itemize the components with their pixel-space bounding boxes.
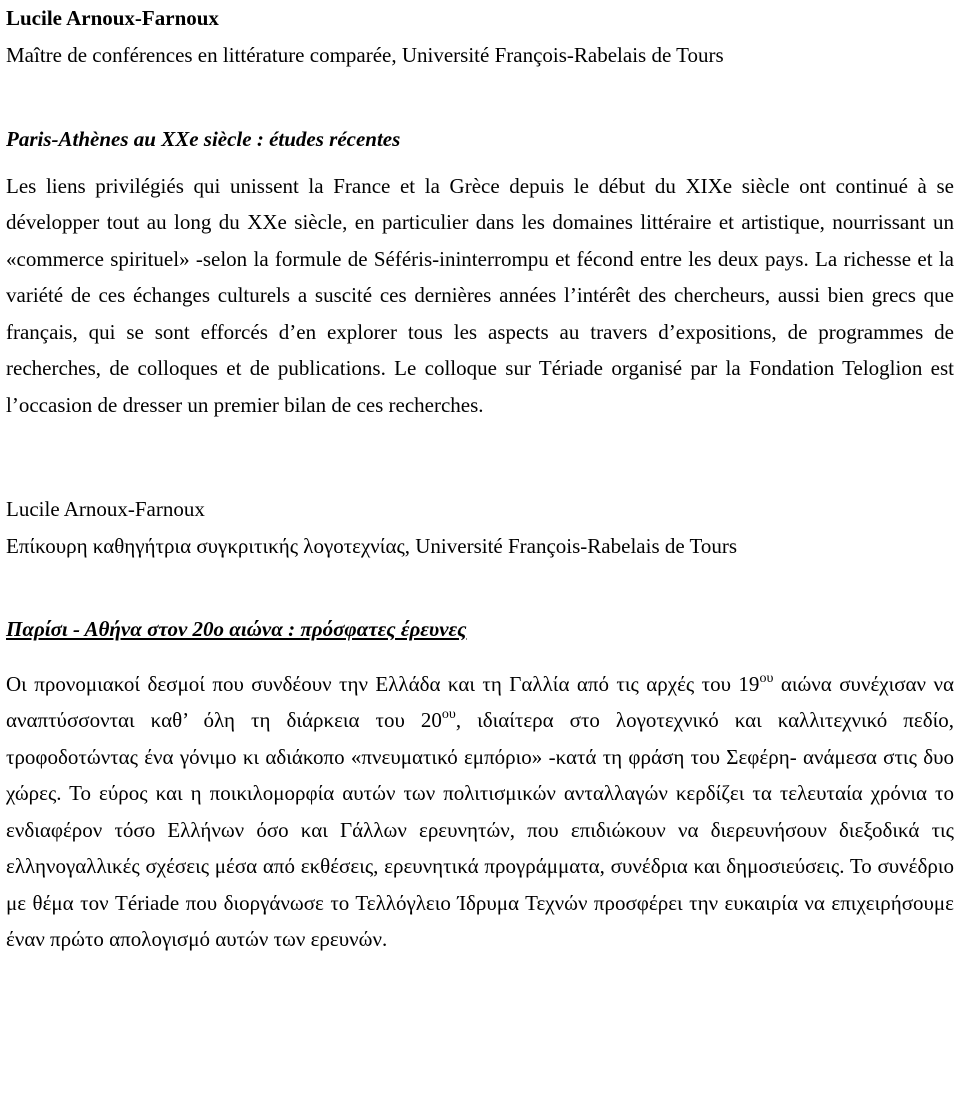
- affiliation-gr: Επίκουρη καθηγήτρια συγκριτικής λογοτεχνίας, Université François-Rabelais de Tours: [6, 533, 738, 558]
- document-page: [6, 0, 954, 958]
- author-name-gr: Lucile Arnoux-Farnoux: [6, 497, 205, 521]
- spacer: [6, 423, 954, 491]
- abstract-gr-part3: , ιδιαίτερα στο λογοτεχνικό και καλλιτεχνικό πεδίο, τροφοδοτώντας ένα γόνιμο κι αδιάκοπο «πνευματικό εμπόριο» -κατά τη φράση του Σεφέρη- ανάμεσα στις δυο χώρες. Το εύρος και η ποικιλομορφία αυτών των πολιτισμικών ανταλλαγών κερδίζει τα τελευταία χρόνια το ενδιαφέρον τόσο Ελλήνων όσο και Γάλλων ερευνητών, που επιδιώκουν να διερευνήσουν διεξοδικά τις ελληνογαλλικές σχέσεις μέσα από εκθέσεις, ερευνητικά προγράμματα, συνέδρια και δημοσιεύσεις. Το συνέδριο με θέμα τον Tériade που διοργάνωσε το Τελλόγλειο Ίδρυμα Τεχνών προσφέρει την ευκαιρία να επιχειρήσουμε έναν πρώτο απολογισμό αυτών των ερευνών.: [6, 708, 954, 951]
- spacer: [6, 73, 954, 121]
- abstract-gr-part1: Οι προνομιακοί δεσμοί που συνδέουν την Ελλάδα και τη Γαλλία από τις αρχές του 19: [6, 671, 760, 696]
- author-name-fr: Lucile Arnoux-Farnoux: [6, 6, 219, 30]
- abstract-fr: Les liens privilégiés qui unissent la France et la Grèce depuis le début du XIXe siècle ont continué à se développer tout au long du XXe siècle, en particulier dans les domaines littéraire et artistique, nourrissant un «commerce spirituel» -selon la formule de Séféris-ininterrompu et fécond entre les deux pays. La richesse et la variété de ces échanges culturels a suscité ces dernières années l’intérêt des chercheurs, aussi bien grecs que français, qui se sont efforcés d’en explorer tous les aspects au travers d’expositions, de programmes de recherches, de colloques et de publications. Le colloque sur Tériade organisé par la Fondation Teloglion est l’occasion de dresser un premier bilan de ces recherches.: [6, 173, 954, 417]
- spacer: [6, 564, 954, 611]
- article-title-gr: Παρίσι - Αθήνα στον 20ο αιώνα : πρόσφατες έρευνες: [6, 617, 467, 641]
- affiliation-fr: Maître de conférences en littérature comparée, Université François-Rabelais de Tours: [6, 42, 724, 67]
- abstract-gr-part2: αιώνα συνέχισαν να αναπτύσσονται καθ’ όλη τη διάρκεια του 20: [6, 671, 954, 732]
- article-title-fr: Paris-Athènes au XXe siècle : études récentes: [6, 127, 401, 151]
- ordinal-superscript: ου: [441, 707, 456, 722]
- ordinal-superscript: ου: [759, 670, 774, 686]
- spacer: [6, 158, 954, 168]
- abstract-gr: [6, 666, 954, 958]
- spacer: [6, 648, 954, 666]
